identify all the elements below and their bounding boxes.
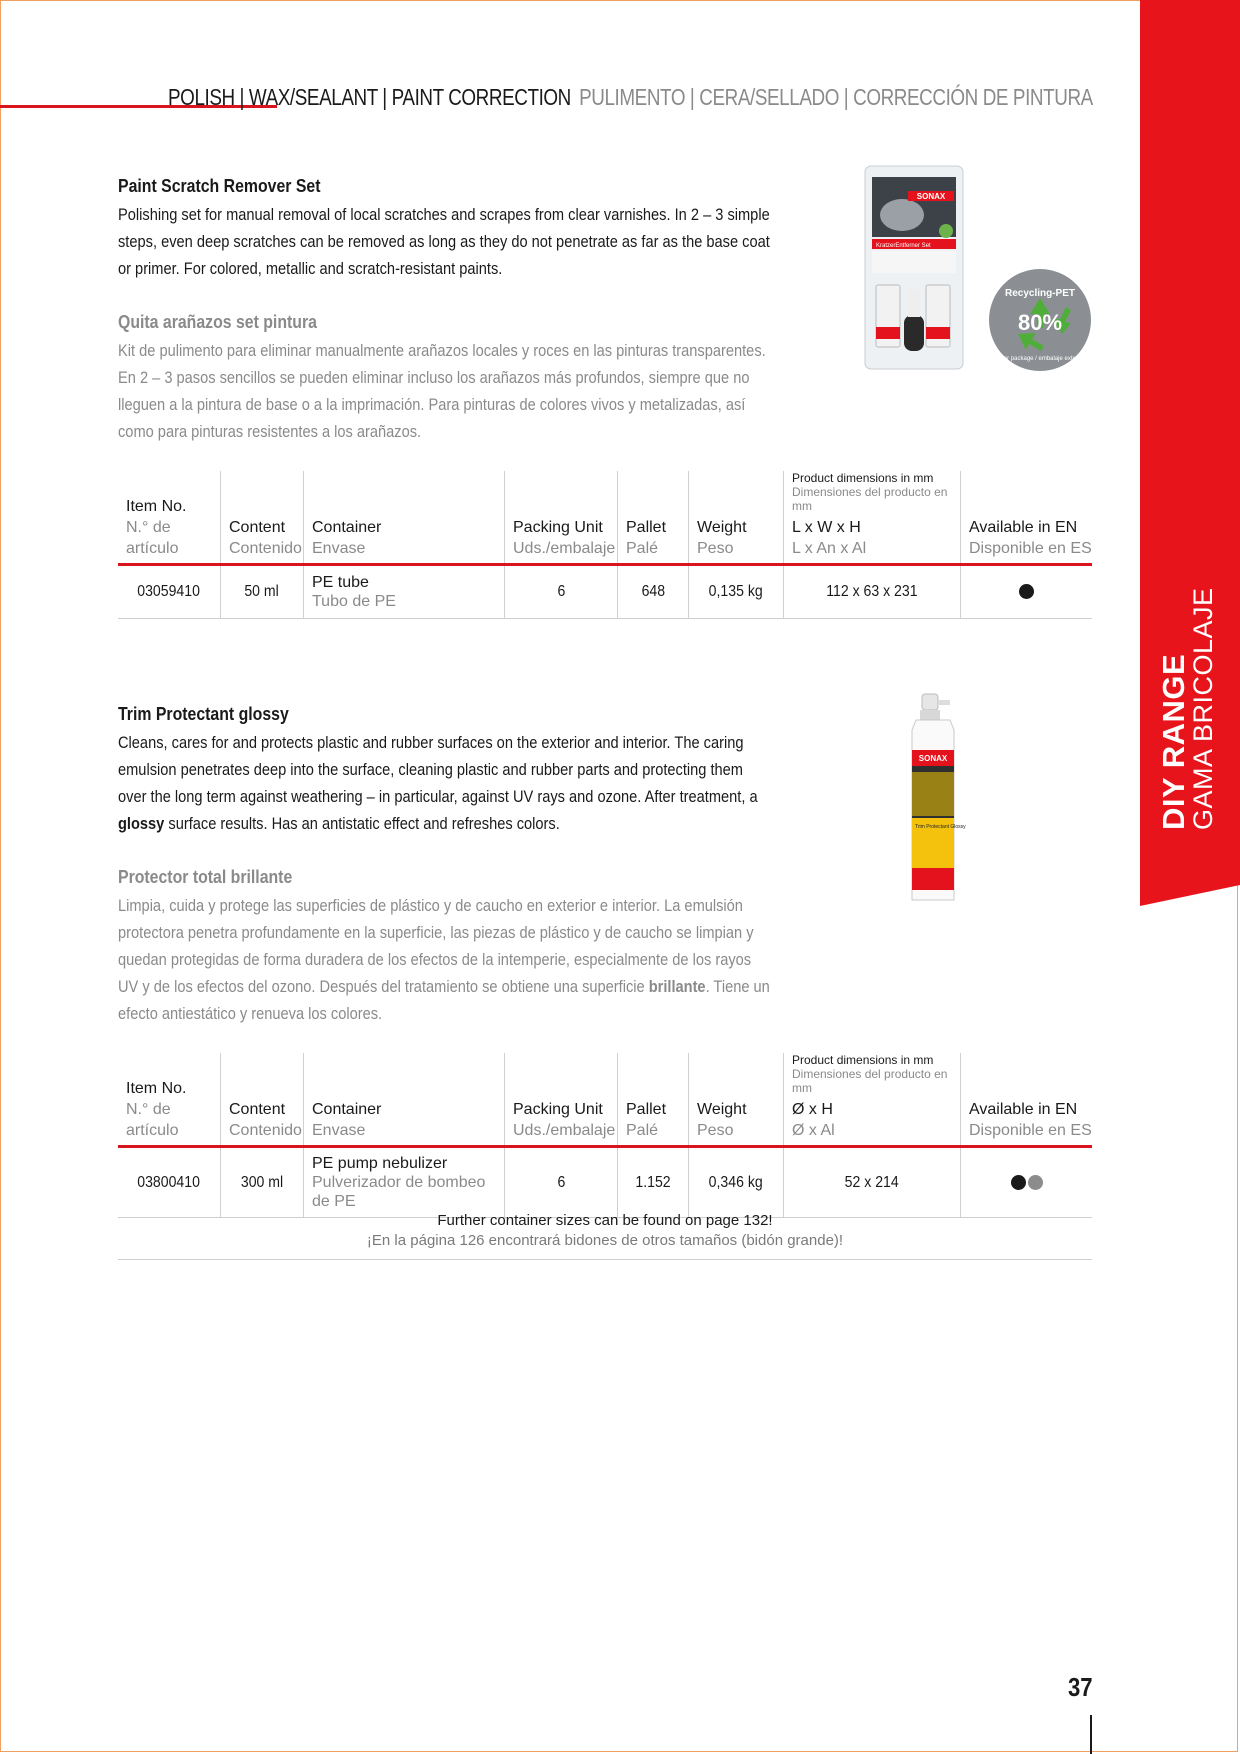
cell-available <box>961 1147 1093 1218</box>
col-container: Container Envase <box>304 1053 505 1147</box>
table-header-row <box>118 1053 1092 1147</box>
product-title-es: Quita arañazos set pintura <box>118 312 317 332</box>
col-pallet: Pallet Palé <box>618 471 689 565</box>
availability-dot-grey <box>1028 1175 1043 1190</box>
col-item: Item No. N.° de artículo <box>118 1053 221 1147</box>
col-packing: Packing Unit Uds./embalaje <box>505 471 618 565</box>
cell-content: 300 ml <box>221 1147 304 1218</box>
bottle-label: Trim Protectant Glossy <box>915 824 966 830</box>
section-header-es: PULIMENTO | CERA/SELLADO | CORRECCIÓN DE PINTURA <box>579 84 1093 110</box>
product-title-en: Paint Scratch Remover Set <box>118 176 321 196</box>
col-packing: Packing Unit Uds./embalaje <box>505 1053 618 1147</box>
trim-protectant-bottle-image <box>906 692 966 904</box>
badge-bottom-text: outer package / embalaje exterior <box>995 356 1085 362</box>
section-header <box>168 84 1093 111</box>
col-dimensions: Product dimensions in mm Dimensiones del producto en mm L x W x H L x An x Al <box>784 471 961 565</box>
cell-pallet: 1.152 <box>618 1147 689 1218</box>
cell-dimensions: 52 x 214 <box>784 1147 961 1218</box>
side-tab-subtitle: GAMA BRICOLAJE <box>1188 587 1218 830</box>
col-pallet: Pallet Palé <box>618 1053 689 1147</box>
col-content: Content Contenido <box>221 1053 304 1147</box>
col-available: Available in EN Disponible en ES <box>961 471 1093 565</box>
product-text-es: Limpia, cuida y protege las superficies de plástico y de caucho en exterior e interior. La emulsión protectora penetra profundamente en la superficie, las piezas de plástico y de caucho se limpian y quedan protegidas de forma duradera de los efectos de la intemperie, especialmente de los rayos UV y de los efectos del ozono. Después del tratamiento se obtiene una superficie brillante. Tiene un efecto antiestático y renueva los colores. <box>118 896 770 1023</box>
note-en: Further container sizes can be found on page 132! <box>437 1212 773 1229</box>
page-number: 37 <box>1068 1672 1093 1702</box>
recycling-pet-badge <box>988 268 1092 372</box>
cell-weight: 0,135 kg <box>689 565 784 619</box>
cell-content: 50 ml <box>221 565 304 619</box>
page-number-rule <box>1090 1715 1092 1754</box>
product-title-en: Trim Protectant glossy <box>118 704 289 724</box>
product-text-en: Polishing set for manual removal of local scratches and scrapes from clear varnishes. In 2 – 3 simple steps, even deep scratches can be removed as long as they do not penetrate as far as the base coat or primer. For colored, metallic and scratch-resistant paints. <box>118 205 770 278</box>
col-available: Available in EN Disponible en ES <box>961 1053 1093 1147</box>
cell-available <box>961 565 1093 619</box>
table-row <box>118 1147 1092 1218</box>
cell-item: 03059410 <box>118 565 221 619</box>
cell-item: 03800410 <box>118 1147 221 1218</box>
package-brand: SONAX <box>916 192 946 201</box>
col-item: Item No. N.° de artículo <box>118 471 221 565</box>
product-text-es: Kit de pulimento para eliminar manualmente arañazos locales y roces en las pinturas transparentes. En 2 – 3 pasos sencillos se pueden eliminar incluso los arañazos más profundos, siempre que no lleguen a la pintura de base o a la imprimación. Para pinturas de colores vivos y metalizadas, así como para pinturas resistentes a los arañazos. <box>118 341 766 441</box>
container-sizes-note <box>118 1211 1092 1260</box>
cell-packing: 6 <box>505 1147 618 1218</box>
side-tab-label <box>1158 587 1217 830</box>
product1-spec-table <box>118 471 1092 619</box>
col-container: Container Envase <box>304 471 505 565</box>
product-paint-scratch-remover <box>118 176 778 445</box>
product-title-es: Protector total brillante <box>118 867 293 887</box>
note-es: ¡En la página 126 encontrará bidones de otros tamaños (bidón grande)! <box>366 1232 844 1249</box>
package-label: KratzerEntferner Set <box>876 243 931 249</box>
bottle-brand: SONAX <box>918 754 948 763</box>
side-tab-title: DIY RANGE <box>1156 653 1191 830</box>
availability-dot-dark <box>1011 1175 1026 1190</box>
cell-container: PE pump nebulizer Pulverizador de bombeo de PE <box>304 1147 505 1218</box>
table-header-row <box>118 471 1092 565</box>
cell-weight: 0,346 kg <box>689 1147 784 1218</box>
badge-top-text: Recycling-PET <box>1004 288 1076 299</box>
section-header-en: POLISH | WAX/SEALANT | PAINT CORRECTION <box>168 84 572 110</box>
cell-container: PE tube Tubo de PE <box>304 565 505 619</box>
table-row <box>118 565 1092 619</box>
cell-dimensions: 112 x 63 x 231 <box>784 565 961 619</box>
scratch-remover-package-image <box>864 165 964 370</box>
col-content: Content Contenido <box>221 471 304 565</box>
product-text-en: Cleans, cares for and protects plastic and rubber surfaces on the exterior and interior. The caring emulsion penetrates deep into the surface, cleaning plastic and rubber parts and protecting them over the long term against weathering – in particular, against UV rays and ozone. After treatment, a glossy surface results. Has an antistatic effect and refreshes colors. <box>118 733 758 833</box>
badge-percent: 80% <box>1017 310 1063 335</box>
col-weight: Weight Peso <box>689 471 784 565</box>
side-tab <box>1140 0 1240 1754</box>
cell-pallet: 648 <box>618 565 689 619</box>
product-trim-protectant <box>118 704 778 1027</box>
col-weight: Weight Peso <box>689 1053 784 1147</box>
col-dimensions: Product dimensions in mm Dimensiones del producto en mm Ø x H Ø x Al <box>784 1053 961 1147</box>
cell-packing: 6 <box>505 565 618 619</box>
availability-dot-dark <box>1019 584 1034 599</box>
product2-spec-table <box>118 1053 1092 1218</box>
